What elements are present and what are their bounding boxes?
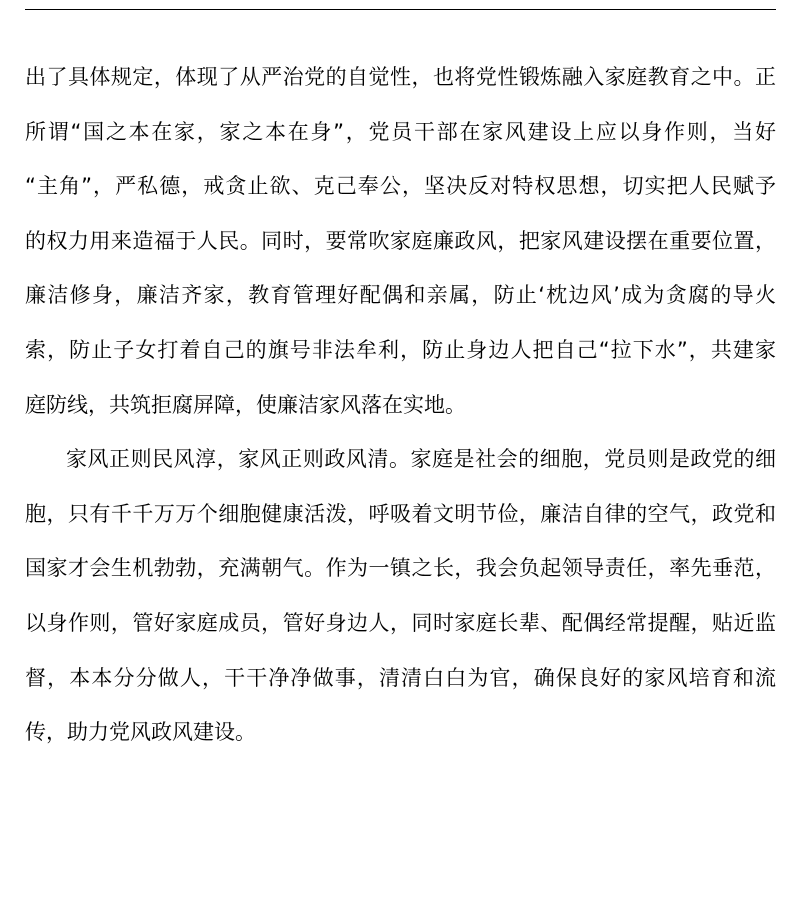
paragraph-2-line-3: 国家才会生机勃勃，充满朝气。作为一镇之长，我会负起领导责任，率先垂范， [25, 556, 776, 581]
paragraph-1-line-5: 廉洁修身，廉洁齐家，教育管理好配偶和亲属，防止‘枕边风’成为贪腐的导火 [25, 283, 776, 308]
paragraph-2-line-1: 家风正则民风淳，家风正则政风清。家庭是社会的细胞，党员则是政党的细 [66, 447, 776, 472]
paragraph-1-line-3: “主角”，严私德，戒贪止欲、克己奉公，坚决反对特权思想，切实把人民赋予 [25, 174, 776, 199]
header-rule [25, 9, 776, 10]
paragraph-1-line-2: 所谓“国之本在家，家之本在身”，党员干部在家风建设上应以身作则，当好 [25, 119, 776, 144]
paragraph-1-line-4: 的权力用来造福于人民。同时，要常吹家庭廉政风，把家风建设摆在重要位置， [25, 228, 776, 253]
paragraph-1-line-1: 出了具体规定，体现了从严治党的自觉性，也将党性锻炼融入家庭教育之中。正 [25, 65, 776, 89]
paragraph-2-line-2: 胞，只有千千万万个细胞健康活泼，呼吸着文明节俭，廉洁自律的空气，政党和 [25, 501, 776, 526]
paragraph-1-line-7: 庭防线，共筑拒腐屏障，使廉洁家风落在实地。 [25, 392, 466, 417]
paragraph-2-line-4: 以身作则，管好家庭成员，管好身边人，同时家庭长辈、配偶经常提醒，贴近监 [25, 610, 776, 635]
paragraph-2-line-6: 传，助力党风政风建设。 [25, 720, 256, 745]
paragraph-2-line-5: 督，本本分分做人，干干净净做事，清清白白为官，确保良好的家风培育和流 [25, 665, 776, 690]
document-body [25, 50, 776, 760]
paragraph-1-line-6: 索，防止子女打着自己的旗号非法牟利，防止身边人把自己“拉下水”，共建家 [25, 337, 776, 362]
